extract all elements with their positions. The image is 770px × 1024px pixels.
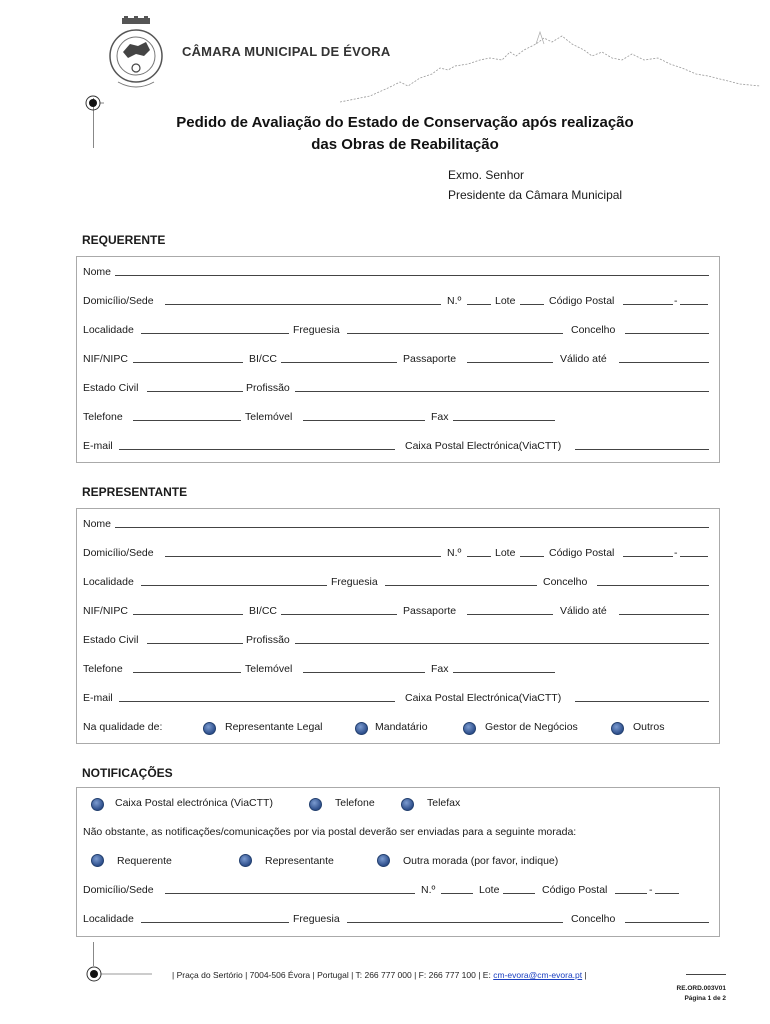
nif-field[interactable]	[133, 604, 243, 615]
estado-civil-field[interactable]	[147, 381, 243, 392]
document-reference	[677, 984, 727, 1004]
nome-field[interactable]	[115, 265, 709, 276]
caixa-postal-field[interactable]	[575, 439, 709, 450]
label-codigo-postal: Código Postal	[549, 295, 615, 307]
freguesia-field[interactable]	[347, 323, 563, 334]
addressee: Exmo. Senhor Presidente da Câmara Municipal	[448, 168, 623, 202]
footer-end-separator: |	[584, 970, 587, 980]
footer-address	[172, 970, 587, 980]
passaporte-field[interactable]	[467, 352, 553, 363]
label-fax: Fax	[431, 663, 449, 675]
label-telemovel: Telemóvel	[245, 411, 293, 423]
valido-field[interactable]	[619, 604, 709, 615]
codigo-postal-field-1[interactable]	[615, 883, 647, 894]
fax-field[interactable]	[453, 662, 555, 673]
city-skyline-drawing	[340, 30, 760, 105]
label-qualidade: Na qualidade de:	[83, 721, 163, 733]
label-valido: Válido até	[560, 605, 607, 617]
lote-field[interactable]	[503, 883, 535, 894]
label-profissao: Profissão	[246, 634, 290, 646]
lote-field[interactable]	[520, 546, 544, 557]
label-nif: NIF/NIPC	[83, 605, 128, 617]
footer-rule	[686, 974, 726, 975]
label-freguesia: Freguesia	[293, 913, 340, 925]
estado-civil-field[interactable]	[147, 633, 243, 644]
requerente-box: Nome Domicílio/Sede N.º Lote Código Postal - Localidade Freguesia Concelho NIF/NIPC BI/CC Passaporte Válido até Estado Civil Profissão Telefone Telemóvel Fax E-mail Caixa Postal Electrónica(ViaCTT)	[76, 256, 720, 463]
nome-field[interactable]	[115, 517, 709, 528]
representante-box: Nome Domicílio/Sede N.º Lote Código Postal - Localidade Freguesia Concelho NIF/NIPC BI/CC Passaporte Válido até Estado Civil Profissão Telefone Telemóvel Fax E-mail Caixa Postal Electrónica(ViaCTT) Na qualidade de: Representante Legal Mandatário Gestor de Negócios Outros	[76, 508, 720, 744]
option-label-gestor-negocios: Gestor de Negócios	[485, 721, 578, 733]
bi-field[interactable]	[281, 352, 397, 363]
option-label-representante-legal: Representante Legal	[225, 721, 323, 733]
radio-requerente[interactable]	[91, 854, 104, 867]
label-estado-civil: Estado Civil	[83, 634, 139, 646]
option-label-caixa-postal: Caixa Postal electrónica (ViaCTT)	[115, 797, 273, 809]
label-concelho: Concelho	[571, 913, 616, 925]
profissao-field[interactable]	[295, 633, 709, 644]
option-label-telefone: Telefone	[335, 797, 375, 809]
footer-email-link[interactable]: cm-evora@cm-evora.pt	[493, 970, 583, 980]
notificacoes-box: Caixa Postal electrónica (ViaCTT) Telefone Telefax Não obstante, as notificações/comunicações por via postal deverão ser enviadas para a seguinte morada: Requerente Representante Outra morada (por favor, indique) Domicílio/Sede N.º Lote Código Postal - Localidade Freguesia Concelho	[76, 787, 720, 937]
radio-mandatario[interactable]	[355, 722, 368, 735]
localidade-field[interactable]	[141, 323, 289, 334]
label-fax: Fax	[431, 411, 449, 423]
label-domicilio: Domicílio/Sede	[83, 295, 154, 307]
postal-note: Não obstante, as notificações/comunicações por via postal deverão ser enviadas para a seguinte morada:	[83, 826, 577, 838]
section-title-notificacoes: NOTIFICAÇÕES	[82, 766, 173, 780]
label-email: E-mail	[83, 692, 113, 704]
label-nif: NIF/NIPC	[83, 353, 128, 365]
label-codigo-postal: Código Postal	[549, 547, 615, 559]
footer-address-text: | Praça do Sertório | 7004-506 Évora | Portugal | T: 266 777 000 | F: 266 777 100 | E:	[172, 970, 491, 980]
label-numero: N.º	[447, 295, 462, 307]
label-freguesia: Freguesia	[293, 324, 340, 336]
option-label-representante: Representante	[265, 855, 334, 867]
footer-margin-line	[93, 942, 94, 966]
telemovel-field[interactable]	[303, 410, 425, 421]
label-concelho: Concelho	[571, 324, 616, 336]
telefone-field[interactable]	[133, 410, 241, 421]
label-bi: BI/CC	[249, 605, 278, 617]
label-concelho: Concelho	[543, 576, 588, 588]
bi-field[interactable]	[281, 604, 397, 615]
label-localidade: Localidade	[83, 576, 134, 588]
radio-outros[interactable]	[611, 722, 624, 735]
radio-gestor-negocios[interactable]	[463, 722, 476, 735]
document-title: Pedido de Avaliação do Estado de Conservação após realização das Obras de Reabilitação	[176, 114, 634, 153]
localidade-field[interactable]	[141, 912, 289, 923]
valido-field[interactable]	[619, 352, 709, 363]
codigo-postal-field-1[interactable]	[623, 294, 673, 305]
label-estado-civil: Estado Civil	[83, 382, 139, 394]
label-numero: N.º	[447, 547, 462, 559]
label-bi: BI/CC	[249, 353, 278, 365]
profissao-field[interactable]	[295, 381, 709, 392]
codigo-postal-field-2[interactable]	[680, 294, 708, 305]
domicilio-field[interactable]	[165, 294, 441, 305]
label-caixa-postal: Caixa Postal Electrónica(ViaCTT)	[405, 440, 562, 452]
section-title-requerente: REQUERENTE	[82, 233, 166, 247]
telefone-field[interactable]	[133, 662, 241, 673]
municipality-name: CÂMARA MUNICIPAL DE ÉVORA	[182, 44, 391, 59]
municipal-crest-logo	[108, 16, 164, 92]
radio-telefax[interactable]	[401, 798, 414, 811]
localidade-field[interactable]	[141, 575, 327, 586]
label-passaporte: Passaporte	[403, 353, 457, 365]
codigo-postal-field-1[interactable]	[623, 546, 673, 557]
label-freguesia: Freguesia	[331, 576, 378, 588]
reference-code: RE.ORD.003V01	[676, 985, 726, 992]
telemovel-field[interactable]	[303, 662, 425, 673]
numero-field[interactable]	[441, 883, 473, 894]
option-label-requerente: Requerente	[117, 855, 172, 867]
label-domicilio: Domicílio/Sede	[83, 884, 154, 896]
label-lote: Lote	[495, 295, 516, 307]
label-numero: N.º	[421, 884, 436, 896]
label-caixa-postal: Caixa Postal Electrónica(ViaCTT)	[405, 692, 562, 704]
numero-field[interactable]	[467, 546, 491, 557]
freguesia-field[interactable]	[385, 575, 537, 586]
radio-outra-morada[interactable]	[377, 854, 390, 867]
label-passaporte: Passaporte	[403, 605, 457, 617]
label-localidade: Localidade	[83, 913, 134, 925]
option-label-mandatario: Mandatário	[375, 721, 428, 733]
label-valido: Válido até	[560, 353, 607, 365]
option-label-outra-morada: Outra morada (por favor, indique)	[403, 855, 559, 867]
concelho-field[interactable]	[625, 323, 709, 334]
codigo-postal-field-2[interactable]	[680, 546, 708, 557]
label-nome: Nome	[83, 266, 112, 278]
domicilio-field[interactable]	[165, 883, 415, 894]
radio-caixa-postal[interactable]	[91, 798, 104, 811]
label-nome: Nome	[83, 518, 112, 530]
label-profissao: Profissão	[246, 382, 290, 394]
option-label-outros: Outros	[633, 721, 665, 733]
numero-field[interactable]	[467, 294, 491, 305]
email-field[interactable]	[119, 439, 395, 450]
codigo-postal-field-2[interactable]	[655, 883, 679, 894]
radio-representante-legal[interactable]	[203, 722, 216, 735]
concelho-field[interactable]	[597, 575, 709, 586]
label-localidade: Localidade	[83, 324, 134, 336]
footer-bullet-icon	[84, 964, 154, 984]
label-telefone: Telefone	[83, 411, 123, 423]
domicilio-field[interactable]	[165, 546, 441, 557]
label-telemovel: Telemóvel	[245, 663, 293, 675]
label-telefone: Telefone	[83, 663, 123, 675]
label-lote: Lote	[495, 547, 516, 559]
lote-field[interactable]	[520, 294, 544, 305]
option-label-telefax: Telefax	[427, 797, 461, 809]
radio-representante[interactable]	[239, 854, 252, 867]
fax-field[interactable]	[453, 410, 555, 421]
concelho-field[interactable]	[625, 912, 709, 923]
label-lote: Lote	[479, 884, 500, 896]
nif-field[interactable]	[133, 352, 243, 363]
passaporte-field[interactable]	[467, 604, 553, 615]
radio-telefone[interactable]	[309, 798, 322, 811]
section-title-representante: REPRESENTANTE	[82, 485, 188, 499]
freguesia-field[interactable]	[347, 912, 563, 923]
bullet-marker-icon	[84, 94, 104, 114]
label-domicilio: Domicílio/Sede	[83, 547, 154, 559]
label-codigo-postal: Código Postal	[542, 884, 608, 896]
label-email: E-mail	[83, 440, 113, 452]
email-field[interactable]	[119, 691, 395, 702]
page-number: Página 1 de 2	[684, 995, 726, 1002]
caixa-postal-field[interactable]	[575, 691, 709, 702]
